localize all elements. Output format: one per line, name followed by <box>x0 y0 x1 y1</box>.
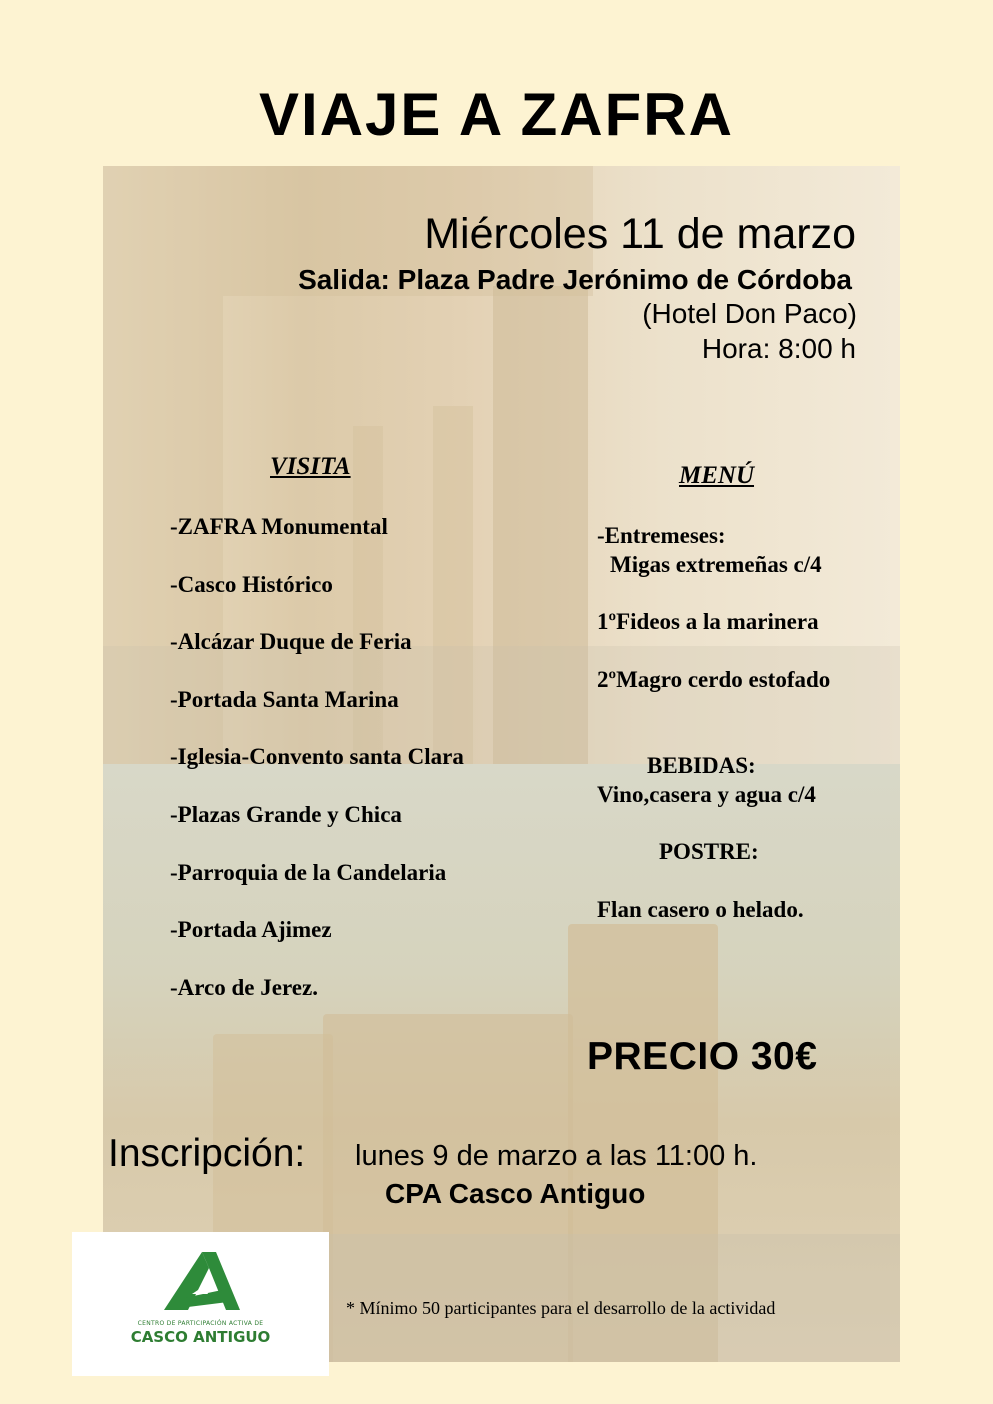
logo-subtitle: CENTRO DE PARTICIPACIÓN ACTIVA DE <box>137 1320 264 1327</box>
list-item: -Alcázar Duque de Feria <box>170 629 412 655</box>
menu-segundo: 2ºMagro cerdo estofado <box>597 667 831 692</box>
list-item: -ZAFRA Monumental <box>170 514 388 539</box>
cpa-logo <box>72 1232 329 1376</box>
menu-postre-label: POSTRE: <box>659 839 759 864</box>
list-item: -Plazas Grande y Chica <box>170 801 402 827</box>
list-item: -Portada Santa Marina <box>170 686 399 712</box>
list-item: -Portada Ajimez <box>170 917 332 943</box>
inscripcion-date: lunes 9 de marzo a las 11:00 h. <box>355 1140 758 1172</box>
menu-bebidas-label: BEBIDAS: <box>647 753 756 778</box>
poster-title: VIAJE A ZAFRA <box>259 81 734 148</box>
inscripcion-place: CPA Casco Antiguo <box>385 1178 646 1209</box>
list-item: -Casco Histórico <box>170 571 333 597</box>
departure-place: Salida: Plaza Padre Jerónimo de Córdoba <box>298 264 852 295</box>
logo-name: CASCO ANTIGUO <box>130 1328 271 1346</box>
menu-primero: 1ºFideos a la marinera <box>597 609 819 634</box>
inscripcion-label: Inscripción: <box>108 1132 306 1175</box>
menu-heading: MENÚ <box>679 462 755 489</box>
list-item: -Arco de Jerez. <box>170 974 318 1000</box>
event-date: Miércoles 11 de marzo <box>424 210 856 258</box>
visita-heading: VISITA <box>270 453 351 480</box>
cpa-a-logo-icon <box>162 1250 242 1316</box>
departure-time: Hora: 8:00 h <box>701 333 856 364</box>
menu-entremeses-label: -Entremeses: <box>597 523 726 548</box>
hotel-name: (Hotel Don Paco) <box>642 298 857 329</box>
menu-entremeses-value: Migas extremeñas c/4 <box>610 552 822 577</box>
menu-bebidas-value: Vino,casera y agua c/4 <box>597 782 816 807</box>
price: PRECIO 30€ <box>587 1035 818 1078</box>
list-item: -Parroquia de la Candelaria <box>170 859 447 885</box>
visit-list <box>170 513 464 1031</box>
minimum-note: * Mínimo 50 participantes para el desarrollo de la actividad <box>346 1298 776 1318</box>
list-item: -Iglesia-Convento santa Clara <box>170 744 464 770</box>
menu-postre-value: Flan casero o helado. <box>597 897 804 922</box>
